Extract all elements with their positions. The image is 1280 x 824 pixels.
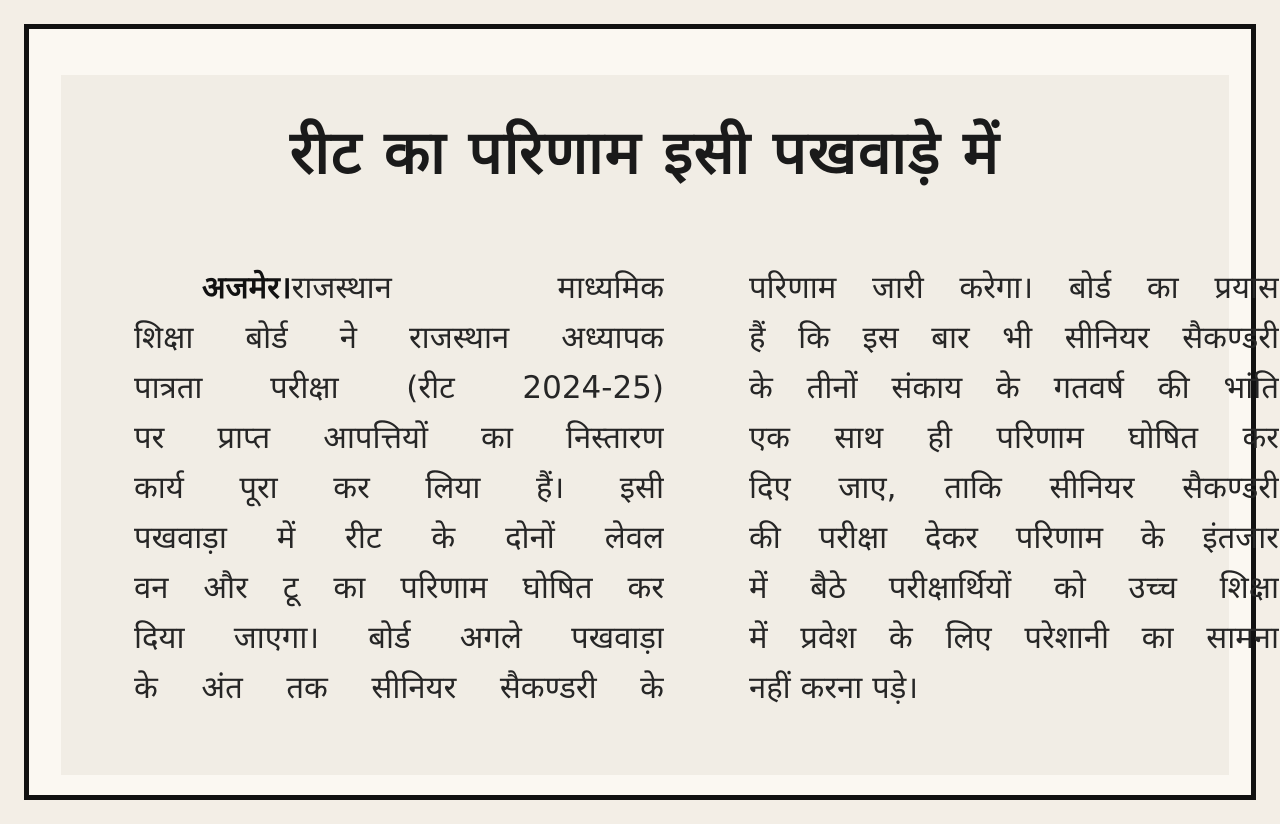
- text-line: में बैठे परीक्षार्थियों को उच्च शिक्षा: [749, 570, 1279, 606]
- text-line: कार्य पूरा कर लिया हैं। इसी: [134, 470, 664, 506]
- text-line: के अंत तक सीनियर सैकण्डरी के: [134, 670, 664, 706]
- headline: रीट का परिणाम इसी पखवाड़े में: [290, 118, 1000, 188]
- dateline: अजमेर।: [202, 270, 292, 306]
- text-line: दिए जाए, ताकि सीनियर सैकण्डरी: [749, 470, 1279, 506]
- text-line: पात्रता परीक्षा (रीट 2024-25): [134, 370, 664, 406]
- text-line: नहीं करना पड़े।: [749, 670, 919, 706]
- column-right: [749, 263, 1279, 713]
- text-line: शिक्षा बोर्ड ने राजस्थान अध्यापक: [134, 320, 664, 356]
- text-line: पखवाड़ा में रीट के दोनों लेवल: [134, 520, 664, 556]
- column-left: [134, 263, 664, 713]
- text-line: के तीनों संकाय के गतवर्ष की भांति: [749, 370, 1279, 406]
- clipping-frame: [24, 24, 1279, 800]
- text-line: में प्रवेश के लिए परेशानी का सामना: [749, 620, 1279, 656]
- text-line: एक साथ ही परिणाम घोषित कर: [749, 420, 1279, 456]
- newspaper-clipping: [61, 75, 1279, 775]
- text-line: वन और टू का परिणाम घोषित कर: [134, 570, 664, 606]
- text-line: पर प्राप्त आपत्तियों का निस्तारण: [134, 420, 664, 456]
- text-line: दिया जाएगा। बोर्ड अगले पखवाड़ा: [134, 620, 664, 656]
- text-line: परिणाम जारी करेगा। बोर्ड का प्रयास: [749, 270, 1279, 306]
- text-line: की परीक्षा देकर परिणाम के इंतजार: [749, 520, 1279, 556]
- text-line: [134, 263, 664, 313]
- text-line-fragment: राजस्थान माध्यमिक: [291, 270, 664, 306]
- text-line: हैं कि इस बार भी सीनियर सैकण्डरी: [749, 320, 1279, 356]
